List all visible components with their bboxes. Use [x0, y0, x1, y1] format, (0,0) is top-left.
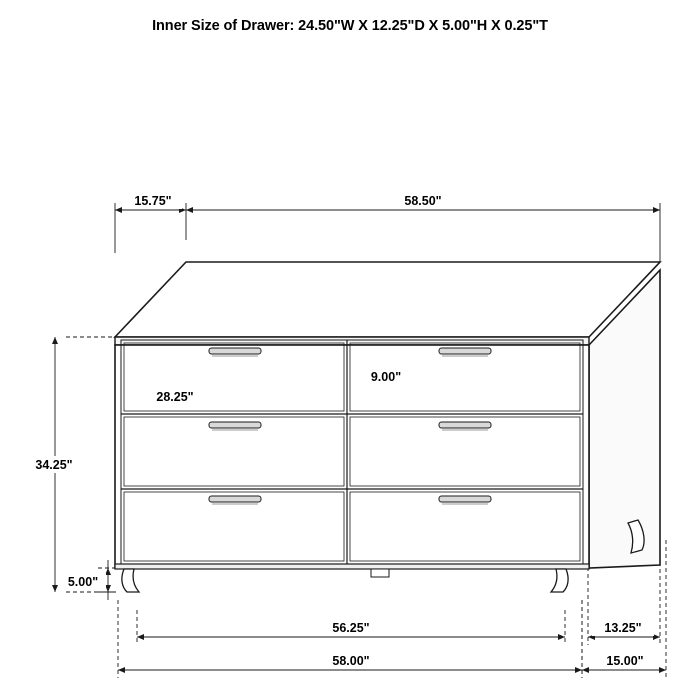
- label-drawer-height: 9.00": [370, 370, 402, 384]
- leg-front-right: [551, 569, 568, 592]
- label-case-width: 56.25": [332, 621, 370, 635]
- leg-front-left: [122, 569, 139, 592]
- arrow-width-left: [186, 207, 193, 213]
- label-drawer-width: 28.25": [156, 390, 194, 404]
- arrow-height-bottom: [52, 585, 58, 592]
- arrow-height-top: [52, 337, 58, 344]
- arrow-depth-left: [115, 207, 122, 213]
- label-overall-depth: 15.00": [606, 654, 644, 668]
- label-width-top: 58.50": [404, 194, 442, 208]
- dresser-top-edge: [115, 337, 589, 345]
- dresser-illustration: [115, 262, 660, 592]
- dresser-bottom-rail: [115, 564, 589, 569]
- arrow-case-width-right: [558, 634, 565, 640]
- center-support-tab: [371, 569, 389, 577]
- drawer-pull-mid-right: [439, 422, 491, 428]
- arrow-overall-depth-left: [582, 667, 589, 673]
- drawer-pull-top-right: [439, 348, 491, 354]
- page-title: Inner Size of Drawer: 24.50"W X 12.25"D X 5.00"H X 0.25"T: [152, 18, 548, 34]
- arrow-overall-width-right: [575, 667, 582, 673]
- arrow-overall-depth-right: [659, 667, 666, 673]
- arrow-side-depth-right: [653, 634, 660, 640]
- drawer-pull-top-left: [209, 348, 261, 354]
- drawer-pull-bottom-right: [439, 496, 491, 502]
- drawer-pull-bottom-left: [209, 496, 261, 502]
- arrow-overall-width-left: [118, 667, 125, 673]
- dresser-front-case: [115, 345, 589, 568]
- label-overall-height: 34.25": [35, 458, 73, 472]
- dresser-top-surface: [115, 262, 660, 337]
- drawer-pull-mid-left: [209, 422, 261, 428]
- label-leg-height: 5.00": [67, 575, 99, 589]
- arrow-case-width-left: [137, 634, 144, 640]
- label-overall-width: 58.00": [332, 654, 370, 668]
- label-depth-top: 15.75": [134, 194, 172, 208]
- arrow-width-right: [653, 207, 660, 213]
- label-side-depth: 13.25": [604, 621, 642, 635]
